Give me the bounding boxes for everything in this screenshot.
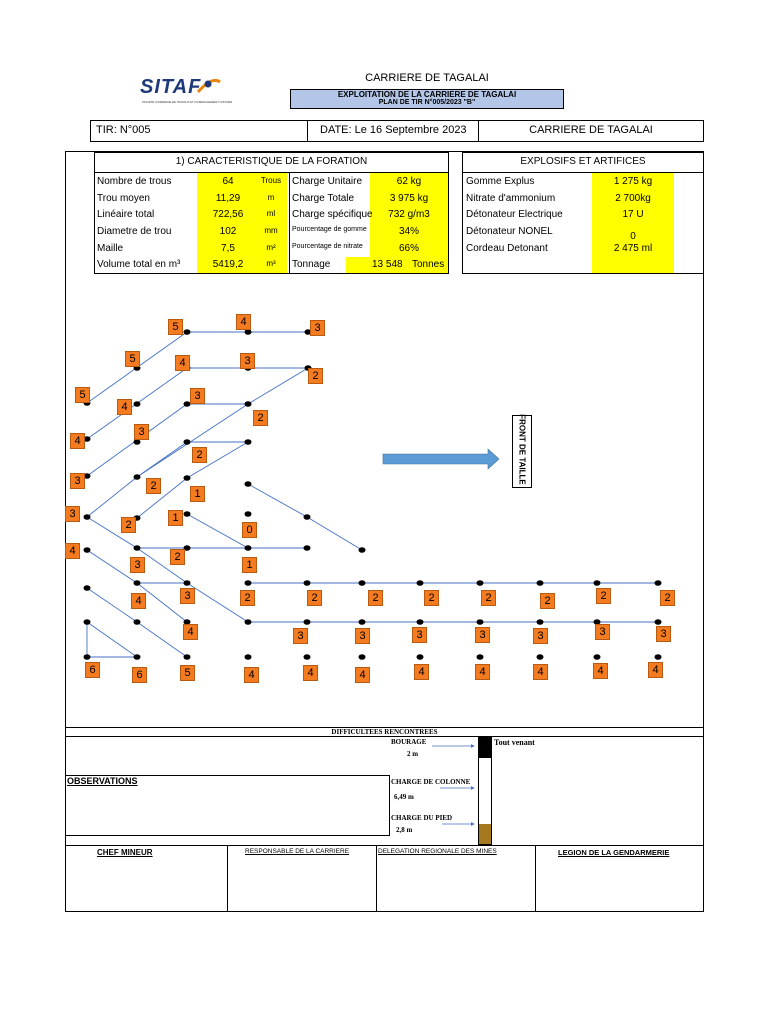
delay-label: 4 — [131, 593, 146, 609]
explosif-label: Nitrate d'ammonium — [466, 193, 556, 204]
explosif-value: 17 U — [622, 209, 644, 220]
foration-unit: m³ — [266, 259, 276, 268]
foration-label2: Charge spécifique — [292, 209, 373, 220]
delay-label: 3 — [656, 626, 671, 642]
delay-label: 6 — [85, 662, 100, 678]
foration-label2: Tonnage — [292, 259, 331, 270]
front-de-taille-label: FRONT DE TAILLE — [517, 414, 527, 485]
banner-plan-number: PLAN DE TIR N°005/2023 "B" — [378, 99, 476, 106]
foration-value2: 13 548 — [372, 259, 403, 270]
foration-label2: Charge Totale — [292, 193, 355, 204]
foration-value: 102 — [219, 226, 237, 237]
foration-value: 7,5 — [221, 243, 235, 254]
delay-label: 3 — [134, 424, 149, 440]
foration-value2: 66% — [398, 243, 419, 254]
explosif-label: Détonateur NONEL — [466, 226, 553, 237]
sig-divider — [376, 845, 377, 912]
delay-label: 2 — [240, 590, 255, 606]
explosif-value: 2 700kg — [615, 193, 651, 204]
delay-label: 3 — [240, 353, 255, 369]
observations-label: OBSERVATIONS — [67, 776, 138, 786]
delay-label: 3 — [310, 320, 325, 336]
delay-label: 4 — [70, 433, 85, 449]
delay-label: 1 — [168, 510, 183, 526]
delay-label: 4 — [175, 355, 190, 371]
delay-label: 3 — [355, 628, 370, 644]
delay-label: 2 — [596, 588, 611, 604]
delay-label: 6 — [132, 667, 147, 683]
foration-unit: Trous — [260, 176, 282, 185]
explosif-label: Gomme Explus — [466, 176, 535, 187]
delay-label: 3 — [65, 506, 80, 522]
delay-label: 3 — [293, 628, 308, 644]
delay-label: 2 — [146, 478, 161, 494]
tir-date: DATE: Le 16 Septembre 2023 — [320, 124, 467, 136]
delay-label: 2 — [481, 590, 496, 606]
delay-label: 5 — [168, 319, 183, 335]
delay-label: 4 — [236, 314, 251, 330]
sig-responsable: RESPONSABLE DE LA CARRIERE — [245, 848, 350, 855]
foration-label: Volume total en m³ — [97, 259, 181, 270]
delay-label: 4 — [244, 667, 259, 683]
delay-label: 3 — [130, 557, 145, 573]
explosif-value: 0 — [630, 231, 636, 242]
logo-text: SITAF — [140, 76, 202, 98]
foration-title: 1) CARACTERISTIQUE DE LA FORATION — [175, 156, 368, 167]
delay-label: 5 — [75, 387, 90, 403]
delay-label: 2 — [307, 590, 322, 606]
delay-label: 2 — [424, 590, 439, 606]
bourrage-value: 2 m — [407, 750, 419, 758]
explosif-label: Détonateur Electrique — [466, 209, 563, 220]
delay-label: 4 — [593, 663, 608, 679]
foration-value: 5419,2 — [212, 259, 244, 270]
section-divider — [65, 845, 704, 846]
delay-label: 4 — [533, 664, 548, 680]
delay-label: 3 — [595, 624, 610, 640]
foration-label: Nombre de trous — [97, 176, 172, 187]
foration-unit2: Tonnes — [412, 259, 445, 270]
charge-colonne-label: CHARGE DE COLONNE — [391, 778, 471, 786]
delay-label: 2 — [121, 517, 136, 533]
delay-label: 2 — [368, 590, 383, 606]
tir-number: TIR: N°005 — [96, 124, 151, 136]
delay-label: 4 — [117, 399, 132, 415]
charge-pied-label: CHARGE DU PIED — [391, 814, 453, 822]
difficultes-title: DIFFICULTEES RENCONTREES — [331, 728, 438, 736]
charge-colonne-value: 6,49 m — [394, 793, 414, 801]
foration-label: Diametre de trou — [97, 226, 172, 237]
foration-value: 11,29 — [215, 193, 241, 204]
sig-gendarmerie: LEGION DE LA GENDARMERIE — [558, 848, 670, 857]
explosifs-title: EXPLOSIFS ET ARTIFICES — [520, 156, 646, 167]
foration-label: Linéaire total — [97, 209, 155, 220]
foration-unit: mm — [264, 226, 278, 235]
tout-venant-label: Tout venant — [494, 738, 535, 747]
explosif-value: 1 275 kg — [613, 176, 653, 187]
delay-label: 4 — [183, 624, 198, 640]
delay-label: 2 — [660, 590, 675, 606]
delay-label: 3 — [180, 588, 195, 604]
delay-label: 3 — [412, 627, 427, 643]
sig-divider — [535, 845, 536, 912]
sig-chef-mineur: CHEF MINEUR — [97, 848, 153, 857]
delay-label: 2 — [540, 593, 555, 609]
foration-value2: 3 975 kg — [389, 193, 429, 204]
delay-label: 3 — [70, 473, 85, 489]
delay-label: 2 — [170, 549, 185, 565]
foration-value2: 732 g/m3 — [388, 209, 430, 220]
foration-label2: Pourcentage de gomme — [292, 226, 367, 233]
delay-label: 4 — [65, 543, 80, 559]
foration-value: 722,56 — [212, 209, 244, 220]
foration-label: Maille — [97, 243, 124, 254]
delay-label: 4 — [414, 664, 429, 680]
quarry-title: CARRIERE DE TAGALAI — [365, 72, 489, 84]
delay-label: 0 — [242, 522, 257, 538]
delay-label: 2 — [308, 368, 323, 384]
delay-label: 2 — [192, 447, 207, 463]
foration-label2: Charge Unitaire — [292, 176, 363, 187]
delay-label: 1 — [242, 557, 257, 573]
explosif-value: 2 475 ml — [613, 243, 653, 254]
foration-label: Trou moyen — [97, 193, 150, 204]
delay-label: 3 — [190, 388, 205, 404]
foration-value2: 62 kg — [396, 176, 422, 187]
banner-title: EXPLOITATION DE LA CARRIERE DE TAGALAI — [337, 90, 517, 99]
delay-label: 4 — [355, 667, 370, 683]
foration-value: 64 — [222, 176, 234, 187]
delay-label: 4 — [303, 665, 318, 681]
foration-unit: m² — [266, 243, 276, 252]
explosif-label: Cordeau Detonant — [466, 243, 548, 254]
logo-subtext: SOCIETE IVOIRIENNE DE TRAVAUX ET D'AMENAGEMENT FONCIER — [142, 100, 233, 104]
delay-label: 5 — [180, 665, 195, 681]
sig-delegation: DELEGATION REGIONALE DES MINES — [378, 848, 497, 855]
charge-pied-value: 2,8 m — [396, 826, 413, 834]
delay-label: 4 — [475, 664, 490, 680]
foration-label2: Pourcentage de nitrate — [292, 243, 363, 250]
delay-label: 3 — [533, 628, 548, 644]
site-name: CARRIERE DE TAGALAI — [529, 124, 653, 136]
delay-label: 3 — [475, 627, 490, 643]
sig-divider — [227, 845, 228, 912]
foration-value2: 34% — [398, 226, 419, 237]
foration-unit: ml — [266, 209, 276, 218]
bourrage-label: BOURAGE — [391, 738, 427, 746]
delay-label: 5 — [125, 351, 140, 367]
delay-label: 2 — [253, 410, 268, 426]
delay-label: 4 — [648, 662, 663, 678]
delay-label: 1 — [190, 486, 205, 502]
foration-unit: m — [267, 193, 275, 202]
